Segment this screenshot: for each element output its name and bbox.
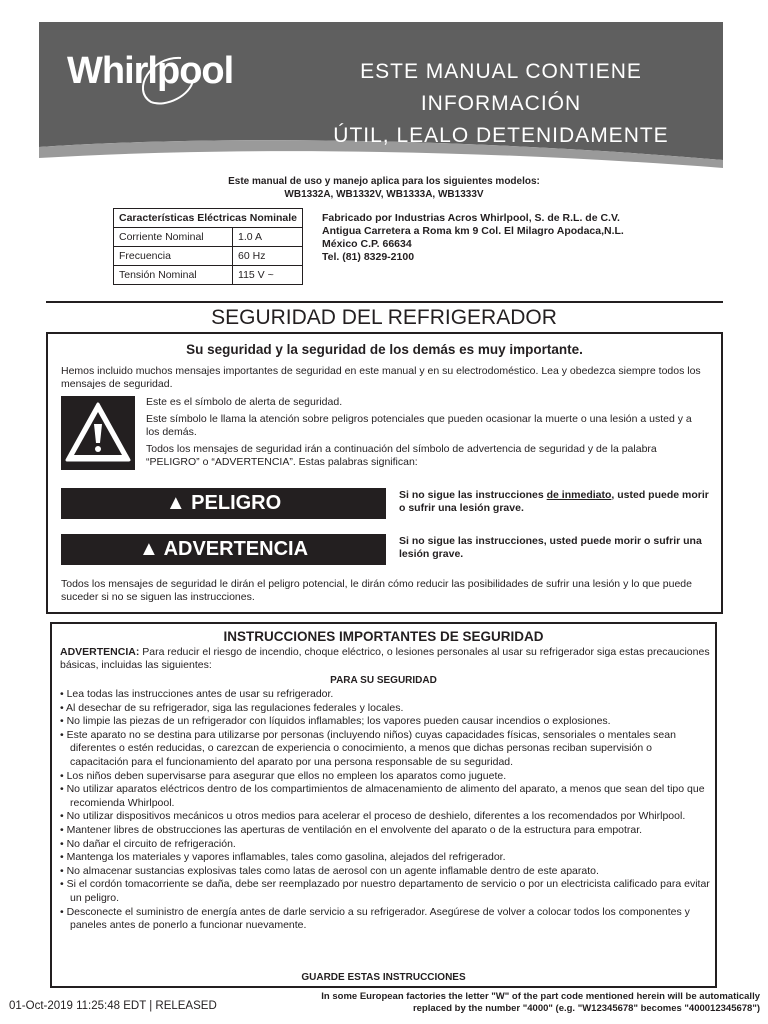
instructions-warning: ADVERTENCIA: Para reducir el riesgo de incendio, choque eléctrico, o lesiones personales al usar su refrigerador siga estas precauciones básicas, incluidas las siguientes: xyxy=(60,646,710,671)
part-code-note: In some European factories the letter "W" of the part code mentioned herein will be automatically replaced by the number "4000" (e.g. "W12345678" becomes "400012345678") xyxy=(321,991,760,1014)
safety-box xyxy=(46,332,723,614)
table-row: Tensión Nominal 115 V ~ xyxy=(114,266,303,285)
manufacturer-info: Fabricado por Industrias Acros Whirlpool, S. de R.L. de C.V. Antigua Carretera a Roma km 9 Col. El Milagro Apodaca,N.L. México C.P. 66634 Tel. (81) 8329-2100 xyxy=(322,212,624,263)
safety-subtitle: Su seguridad y la seguridad de los demás es muy importante. xyxy=(186,342,583,357)
instructions-subtitle: PARA SU SEGURIDAD xyxy=(330,675,437,686)
list-item: • Mantenga los materiales y vapores inflamables, tales como gasolina, alejados del refrigerador. xyxy=(60,851,506,864)
banner-title: ESTE MANUAL CONTIENE INFORMACIÓN ÚTIL, LEALO DETENIDAMENTE xyxy=(333,60,669,147)
table-row: Frecuencia 60 Hz xyxy=(114,247,303,266)
danger-note: Si no sigue las instrucciones de inmediato, usted puede morir o sufrir una lesión grave. xyxy=(399,489,709,514)
safety-bullet-list xyxy=(60,688,710,933)
section-title: SEGURIDAD DEL REFRIGERADOR xyxy=(211,306,557,329)
instructions-box xyxy=(50,622,717,988)
list-item: • No dañar el circuito de refrigeración. xyxy=(60,837,236,850)
list-item: • Desconecte el suministro de energía antes de darle servicio a su refrigerador. Asegúrese de volver a colocar todos los componentes y paneles antes de ponerlo a funcionar nuevamente. xyxy=(60,905,690,932)
warning-note: Si no sigue las instrucciones, usted puede morir o sufrir una lesión grave. xyxy=(399,535,702,560)
whirlpool-logo: Whirlpool xyxy=(67,50,234,92)
keep-instructions-note: GUARDE ESTAS INSTRUCCIONES xyxy=(301,972,466,983)
divider xyxy=(46,301,723,303)
header-banner xyxy=(39,22,723,180)
safety-intro: Hemos incluido muchos mensajes importantes de seguridad en este manual y en su electrodoméstico. Lea y obedezca siempre todos los mensajes de seguridad. xyxy=(61,365,701,390)
instructions-title: INSTRUCCIONES IMPORTANTES DE SEGURIDAD xyxy=(223,629,544,644)
list-item: • No almacenar sustancias explosivas tales como latas de aerosol con un agente inflamable dentro de este aparato. xyxy=(60,864,599,877)
models-note: Este manual de uso y manejo aplica para los siguientes modelos: WB1332A, WB1332V, WB1333A, WB1333V xyxy=(228,176,540,200)
list-item: • Si el cordón tomacorriente se daña, debe ser reemplazado por nuestro departamento de servicio o por un electricista calificado para evitar un peligro. xyxy=(60,878,710,904)
release-stamp: 01-Oct-2019 11:25:48 EDT | RELEASED xyxy=(9,1000,217,1012)
table-row: Corriente Nominal 1.0 A xyxy=(114,228,303,247)
list-item: • Lea todas las instrucciones antes de usar su refrigerador. xyxy=(60,688,334,700)
safety-outro: Todos los mensajes de seguridad le dirán el peligro potencial, le dirán cómo reducir las posibilidades de sufrir una lesión y lo que puede suceder si no se siguen las instrucciones. xyxy=(61,578,692,603)
list-item: • No utilizar dispositivos mecánicos u otros medios para acelerar el proceso de deshielo, diferentes a los recomendados por Whirlpool. xyxy=(60,810,686,823)
list-item: • Este aparato no se destina para utilizarse por personas (incluyendo niños) cuyas capacidades físicas, sensoriales o mentales sean diferentes o estén reducidas, o carezcan de experiencia o conocimiento, a menos que dichas personas reciban supervisión o capacitación para el funcionamiento del aparato por una persona responsable de su seguridad. xyxy=(60,728,676,768)
warning-triangle-icon: ▲ xyxy=(165,492,192,514)
list-item: • Al desechar de su refrigerador, siga las regulaciones federales y locales. xyxy=(60,701,404,714)
list-item: • Los niños deben supervisarse para asegurar que ellos no empleen los aparatos como juguete. xyxy=(60,769,507,782)
warning-label: ▲ ADVERTENCIA xyxy=(61,534,386,565)
list-item: • Mantener libres de obstrucciones las aperturas de ventilación en el envolvente del aparato o de la estructura para empotrar. xyxy=(60,823,643,836)
specs-header: Características Eléctricas Nominale xyxy=(114,209,303,228)
alert-explanation: Este es el símbolo de alerta de seguridad. Este símbolo le llama la atención sobre peligros potenciales que pueden ocasionar la muerte o una lesión a usted y a los demás. Todos los mensajes de seguridad irán a continuación del símbolo de advertencia de seguridad y de la palabra “PELIGRO” o “ADVERTENCIA”. Estas palabras significan: xyxy=(146,396,692,468)
danger-label: ▲ PELIGRO xyxy=(61,488,386,519)
electrical-specs-table xyxy=(113,208,303,285)
warning-triangle-icon: ▲ xyxy=(138,538,164,560)
list-item: • No limpie las piezas de un refrigerador con líquidos inflamables; los vapores pueden causar incendios o explosiones. xyxy=(60,715,611,728)
safety-alert-icon xyxy=(61,396,135,470)
logo-swoosh-icon xyxy=(121,50,211,110)
list-item: • No utilizar aparatos eléctricos dentro de los compartimientos de almacenamiento de alimento del aparato, a menos que sean del tipo que recomienda Whirlpool. xyxy=(60,783,705,809)
